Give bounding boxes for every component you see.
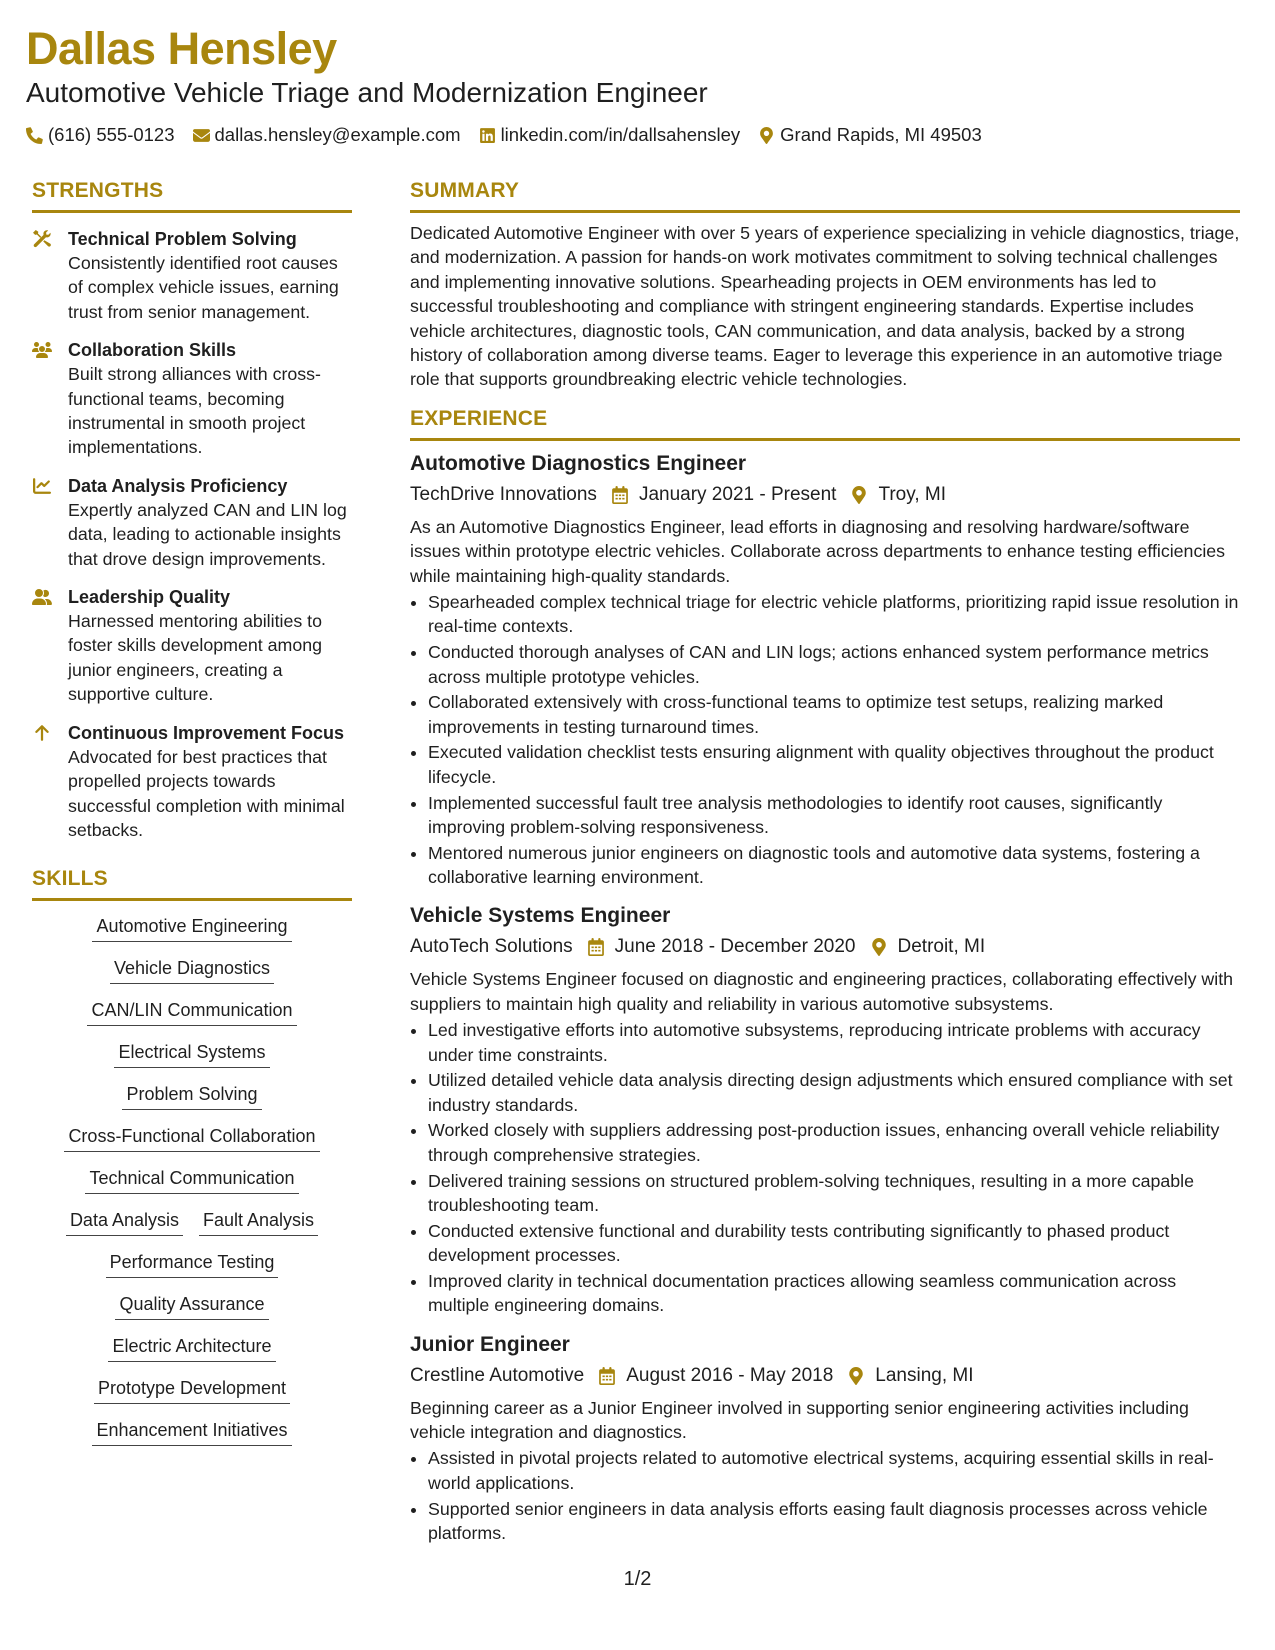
job-description: As an Automotive Diagnostics Engineer, lead efforts in diagnosing and resolving hardware/software issues within prototype electric vehicles. Collaborate across departments to enhance testing efficiencies while maintaining high-quality standards.: [410, 516, 1226, 586]
strength-desc: Expertly analyzed CAN and LIN log data, leading to actionable insights that drove design improvements.: [68, 499, 347, 569]
job-company: Crestline Automotive: [410, 1364, 585, 1386]
job-bullet: • Worked closely with suppliers addressing post-production issues, enhancing overall vehicle reliability through comprehensive strategies.: [428, 1118, 1240, 1167]
tools-icon: [32, 230, 52, 248]
map-pin-icon: [850, 486, 868, 504]
job-dates: June 2018 - December 2020: [614, 936, 856, 958]
phone-icon: [26, 127, 43, 144]
right-column: [410, 178, 1240, 1547]
candidate-name: Dallas Hensley: [26, 23, 337, 74]
calendar-icon: [587, 938, 605, 956]
job-bullet: • Assisted in pivotal projects related to automotive electrical systems, acquiring essential skills in real-world applications.: [428, 1446, 1240, 1495]
map-pin-icon: [847, 1367, 865, 1385]
summary-text: Dedicated Automotive Engineer with over 5 years of experience specializing in vehicle diagnostics, triage, and modernization. A passion for hands-on work motivates commitment to solving technical challenges and implementing innovative solutions. Spearheading projects in OEM environments has led to successful troubleshooting and compliance with stringent engineering standards. Expertise includes vehicle architectures, diagnostic tools, CAN communication, and data analysis, backed by a strong history of collaboration among diverse teams. Eager to leverage this experience in an automotive triage role that supports groundbreaking electric vehicle technologies.: [410, 223, 1240, 390]
skill-tag: Electric Architecture: [108, 1335, 275, 1362]
experience-heading: EXPERIENCE: [410, 406, 1240, 441]
summary-heading: SUMMARY: [410, 178, 1240, 213]
skill-tag: Quality Assurance: [115, 1293, 268, 1320]
job-bullet: • Conducted thorough analyses of CAN and LIN logs; actions enhanced system performance metrics across multiple prototype vehicles.: [428, 640, 1240, 689]
users-icon: [32, 341, 52, 359]
left-column: [32, 178, 352, 1461]
linkedin-text: linkedin.com/in/dallsahensley: [500, 124, 741, 145]
strength-item: [32, 227, 352, 324]
strength-item: [32, 338, 352, 460]
contact-email[interactable]: [193, 124, 461, 146]
job-location: Lansing, MI: [875, 1364, 974, 1386]
candidate-role: Automotive Vehicle Triage and Modernization Engineer: [26, 77, 708, 108]
job-bullet: • Executed validation checklist tests ensuring alignment with quality objectives throughout the product lifecycle.: [428, 740, 1240, 789]
skill-tag: Enhancement Initiatives: [92, 1419, 291, 1446]
envelope-icon: [193, 127, 210, 144]
chart-line-icon: [32, 477, 52, 495]
strength-desc: Harnessed mentoring abilities to foster skills development among junior engineers, creating a supportive culture.: [68, 611, 323, 705]
skill-tag: CAN/LIN Communication: [87, 999, 296, 1026]
phone-text: (616) 555-0123: [48, 124, 175, 145]
job-bullet: • Delivered training sessions on structured problem-solving techniques, resulting in a more capable troubleshooting team.: [428, 1169, 1240, 1218]
strength-item: [32, 721, 352, 843]
strength-title: Data Analysis Proficiency: [68, 475, 288, 496]
job-company: TechDrive Innovations: [410, 483, 597, 505]
skill-tag: Electrical Systems: [114, 1041, 269, 1068]
job-company: AutoTech Solutions: [410, 936, 573, 958]
skills-list: [32, 915, 352, 1446]
skill-tag: Technical Communication: [85, 1167, 298, 1194]
email-text: dallas.hensley@example.com: [214, 124, 461, 145]
skills-heading: SKILLS: [32, 866, 352, 901]
job-entry: [410, 1332, 1240, 1546]
job-bullet: • Collaborated extensively with cross-functional teams to optimize test setups, realizing marked improvements in testing turnaround times.: [428, 690, 1240, 739]
skill-tag: Data Analysis: [66, 1209, 183, 1236]
skill-tag: Automotive Engineering: [92, 915, 291, 942]
job-meta: [410, 1364, 1240, 1388]
contact-linkedin[interactable]: [479, 124, 741, 146]
strength-desc: Advocated for best practices that propelled projects towards successful completion with minimal setbacks.: [68, 746, 345, 840]
strength-title: Continuous Improvement Focus: [68, 722, 345, 743]
location-text: Grand Rapids, MI 49503: [780, 124, 982, 145]
strengths-heading: STRENGTHS: [32, 178, 352, 213]
contact-phone: [26, 124, 175, 146]
job-bullet: • Supported senior engineers in data analysis efforts easing fault diagnosis processes across vehicle platforms.: [428, 1497, 1240, 1546]
job-meta: [410, 483, 1240, 507]
strength-title: Technical Problem Solving: [68, 229, 297, 249]
job-bullet: • Spearheaded complex technical triage for electric vehicle platforms, prioritizing rapid issue resolution in real-time contexts.: [428, 590, 1240, 639]
arrow-up-icon: [32, 724, 52, 742]
job-title: Vehicle Systems Engineer: [410, 904, 671, 928]
job-bullet: • Implemented successful fault tree analysis methodologies to identify root causes, significantly improving problem-solving responsiveness.: [428, 791, 1240, 840]
linkedin-icon: [479, 127, 496, 144]
map-pin-icon: [758, 127, 775, 144]
job-entry: [410, 451, 1240, 890]
job-title: Junior Engineer: [410, 1332, 570, 1356]
contact-bar: [26, 124, 1246, 146]
skill-tag: Fault Analysis: [199, 1209, 318, 1236]
job-bullet: • Utilized detailed vehicle data analysis directing design adjustments which ensured compliance with set industry standards.: [428, 1068, 1240, 1117]
job-bullet: • Conducted extensive functional and durability tests contributing significantly to phased product development processes.: [428, 1219, 1240, 1268]
job-bullets: [410, 1446, 1240, 1545]
strength-desc: Built strong alliances with cross-functional teams, becoming instrumental in smooth project implementations.: [68, 364, 321, 458]
job-bullet: • Mentored numerous junior engineers on diagnostic tools and automotive data systems, fostering a collaborative learning environment.: [428, 841, 1240, 890]
skill-tag: Cross-Functional Collaboration: [64, 1125, 319, 1152]
skill-tag: Vehicle Diagnostics: [110, 957, 274, 984]
strength-title: Leadership Quality: [68, 587, 231, 608]
job-dates: August 2016 - May 2018: [626, 1364, 834, 1386]
job-meta: [410, 935, 1240, 959]
calendar-icon: [611, 486, 629, 504]
map-pin-icon: [870, 938, 888, 956]
calendar-icon: [598, 1367, 616, 1385]
contact-location: [758, 124, 982, 146]
skill-tag: Prototype Development: [94, 1377, 290, 1404]
page-number: 1/2: [623, 1568, 652, 1590]
strength-item: [32, 585, 352, 707]
strength-desc: Consistently identified root causes of complex vehicle issues, earning trust from senior management.: [68, 253, 339, 322]
strength-title: Collaboration Skills: [68, 340, 237, 361]
strength-item: [32, 474, 352, 571]
skill-tag: Performance Testing: [106, 1251, 279, 1278]
resume-header: [26, 20, 1246, 146]
job-bullet: • Led investigative efforts into automotive subsystems, reproducing intricate problems with accuracy under time constraints.: [428, 1018, 1240, 1067]
job-bullets: [410, 1018, 1240, 1317]
skill-tag: Problem Solving: [122, 1083, 261, 1110]
job-location: Troy, MI: [878, 483, 947, 505]
job-entry: [410, 903, 1240, 1317]
job-bullets: [410, 590, 1240, 889]
job-title: Automotive Diagnostics Engineer: [410, 451, 747, 475]
user-group-icon: [32, 588, 52, 606]
job-description: Vehicle Systems Engineer focused on diagnostic and engineering practices, collaborating effectively with suppliers to maintain high quality and reliability in various automotive subsystems.: [410, 969, 1234, 1014]
job-location: Detroit, MI: [897, 936, 986, 958]
job-dates: January 2021 - Present: [638, 483, 837, 505]
job-bullet: • Improved clarity in technical documentation practices allowing seamless communication across multiple engineering domains.: [428, 1269, 1240, 1318]
job-description: Beginning career as a Junior Engineer involved in supporting senior engineering activities including vehicle integration and diagnostics.: [410, 1397, 1189, 1442]
